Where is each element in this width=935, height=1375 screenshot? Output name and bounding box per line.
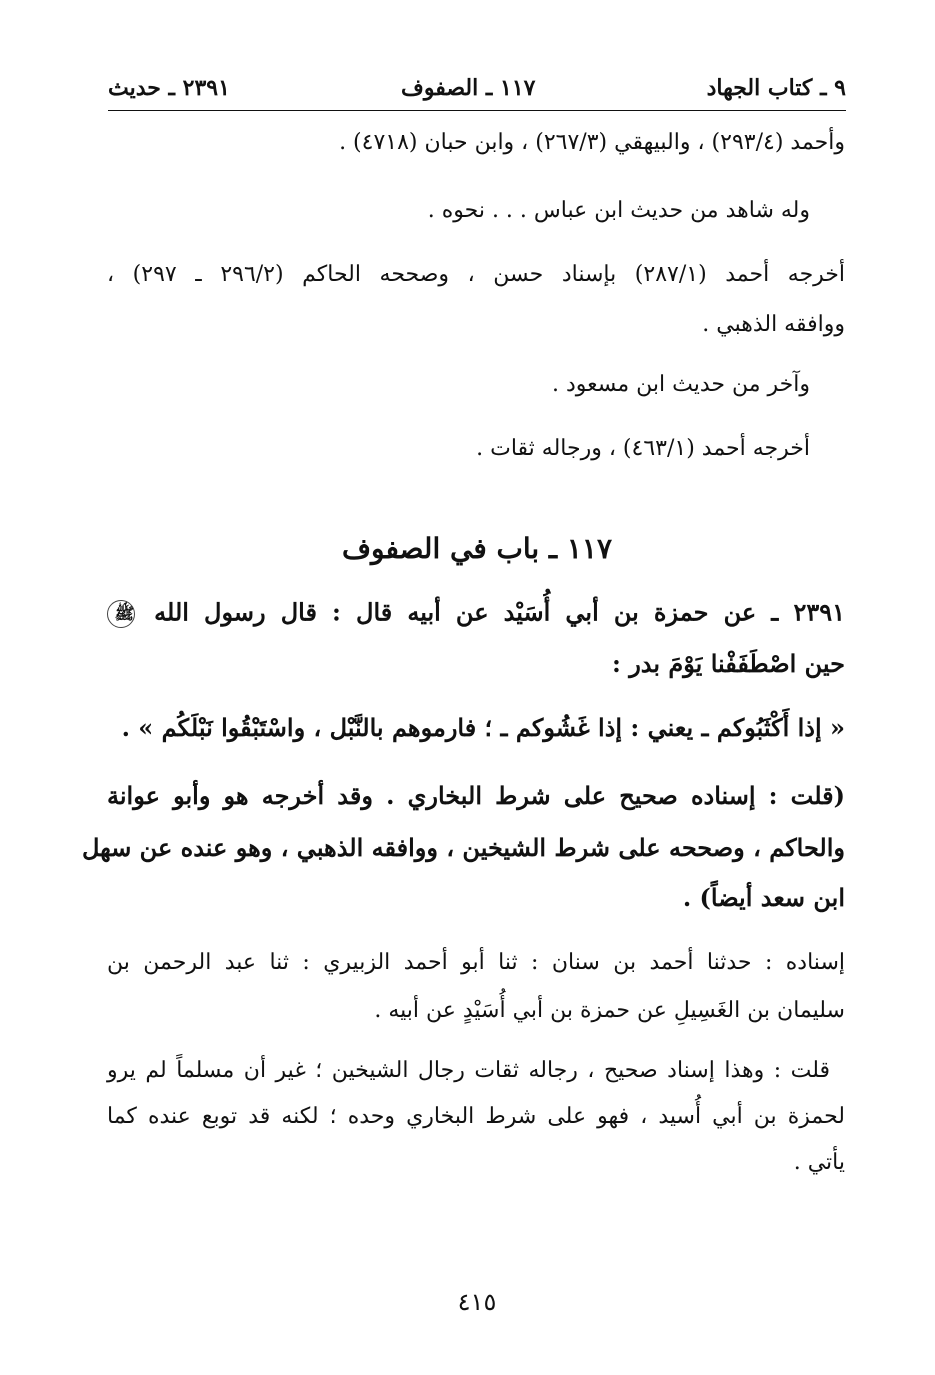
note-line-2: لحمزة بن أبي أُسيد ، فهو على شرط البخاري وحده ؛ لكنه قد توبع عنده كما [107,1104,845,1129]
hadith-line-3: « إذا أَكْثَبُوكم ـ يعني : إذا غَشُوكم ـ ؛ فارموهم بالنَّبْل ، واسْتَبْقُوا نَبْلَكُم » . [121,713,845,742]
comment-line-3: ابن سعد أيضاً) . [682,883,845,912]
text-line-5: وآخر من حديث ابن مسعود . [551,372,810,397]
text-line-6: أخرجه أحمد (٤٦٣/١) ، ورجاله ثقات . [476,436,810,461]
text-line-2: وله شاهد من حديث ابن عباس . . . نحوه . [427,198,810,223]
chapter-heading: ١١٧ ـ باب في الصفوف [342,532,612,565]
header-book-title: ٩ ـ كتاب الجهاد [706,75,846,101]
text-line-3: أخرجه أحمد (٢٨٧/١) بإسناد حسن ، وصححه الحاكم (٢٩٦/٢ ـ ٢٩٧) ، [107,262,846,287]
text-line-1: وأحمد (٢٩٣/٤) ، والبيهقي (٢٦٧/٣) ، وابن حبان (٤٧١٨) . [339,130,845,155]
running-header [108,66,846,111]
note-line-3: يأتي . [793,1150,845,1175]
page-number: ٤١٥ [457,1288,497,1316]
isnad-line-1: إسناده : حدثنا أحمد بن سنان : ثنا أبو أحمد الزبيري : ثنا عبد الرحمن بن [107,950,845,975]
comment-line-2: والحاكم ، وصححه على شرط الشيخين ، ووافقه الذهبي ، وهو عنده عن سهل [81,833,845,862]
text-line-4: ووافقه الذهبي . [702,312,845,337]
salutation-symbol: ﷺ [107,600,135,628]
hadith-line-1 [107,597,845,628]
header-chapter-title: ١١٧ ـ الصفوف [401,75,536,101]
header-hadith-number: ٢٣٩١ ـ حديث [108,75,230,101]
hadith-line-1-text: ٢٣٩١ ـ عن حمزة بن أبي أُسَيْد عن أبيه قال : قال رسول الله [154,597,845,627]
hadith-line-2: حين اصْطَفَفْنا يَوْمَ بدر : [611,649,845,678]
comment-line-1: (قلت : إسناده صحيح على شرط البخاري . وقد أخرجه هو وأبو عوانة [107,781,845,810]
note-line-1: قلت : وهذا إسناد صحيح ، رجاله ثقات رجال الشيخين ؛ غير أن مسلماً لم يرو [107,1058,830,1083]
isnad-line-2: سليمان بن الغَسِيلِ عن حمزة بن أبي أُسَيْدٍ عن أبيه . [374,998,845,1023]
